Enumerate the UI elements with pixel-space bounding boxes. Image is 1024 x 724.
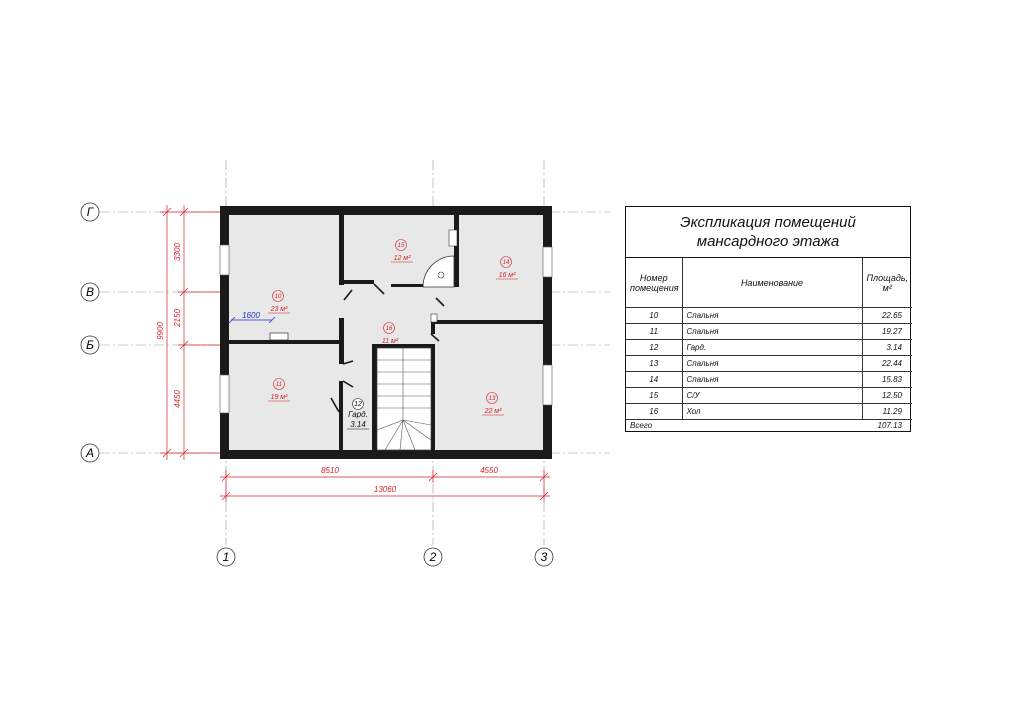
explication-table <box>625 206 911 432</box>
dimension-4550: 4550 <box>480 466 498 475</box>
explication-title-line1: Экспликация помещений <box>680 214 856 231</box>
table-row <box>626 324 912 340</box>
dimension-8510: 8510 <box>321 466 339 475</box>
room-area-15: 12 м² <box>393 255 411 262</box>
room-number-10: 10 <box>274 294 282 300</box>
axis-label-b: Б <box>86 338 94 352</box>
room-area-11: 19 м² <box>270 394 288 401</box>
room-area-12: 3.14 <box>350 420 366 429</box>
cell-room-area: 22.44 <box>862 356 912 372</box>
row-axis-markers <box>81 203 99 462</box>
cell-room-number: 16 <box>626 404 682 420</box>
cell-room-area: 3.14 <box>862 340 912 356</box>
room-area-13: 22 м² <box>484 408 502 415</box>
cell-room-number: 14 <box>626 372 682 388</box>
room-area-14: 16 м² <box>498 272 516 279</box>
room-number-11: 11 <box>275 382 283 388</box>
header-room-area: Площадь, м² <box>862 258 912 308</box>
dimension-13060: 13060 <box>373 485 397 494</box>
room-name-12: Гард. <box>348 410 368 419</box>
cell-room-number: 13 <box>626 356 682 372</box>
room-number-12: 12 <box>354 401 362 408</box>
header-room-name: Наименование <box>682 258 862 308</box>
cell-room-name: Спальня <box>682 308 862 324</box>
cell-room-area: 19.27 <box>862 324 912 340</box>
room-number-16: 16 <box>385 326 393 332</box>
table-row <box>626 308 912 324</box>
total-label: Всего <box>626 420 862 432</box>
cell-room-number: 10 <box>626 308 682 324</box>
dimension-total-vertical: 9900 <box>156 322 165 340</box>
explication-title <box>626 207 910 258</box>
table-row <box>626 404 912 420</box>
axis-label-2: 2 <box>429 550 437 564</box>
explication-grid <box>626 258 912 431</box>
room-number-15: 15 <box>397 243 405 249</box>
cell-room-number: 12 <box>626 340 682 356</box>
explication-total-row <box>626 420 912 432</box>
cell-room-area: 12.50 <box>862 388 912 404</box>
left-dimension-lines <box>160 205 222 460</box>
cell-room-area: 11.29 <box>862 404 912 420</box>
total-value: 107.13 <box>862 420 912 432</box>
axis-label-1: 1 <box>222 550 230 564</box>
room-number-13: 13 <box>488 396 496 402</box>
explication-title-line2: мансардного этажа <box>696 233 840 250</box>
header-room-number: Номер помещения <box>626 258 682 308</box>
table-row <box>626 372 912 388</box>
room-area-10: 23 м² <box>270 306 288 313</box>
bottom-dimension-labels <box>321 466 498 494</box>
cell-room-number: 15 <box>626 388 682 404</box>
furniture-cabinet <box>270 333 288 340</box>
explication-header-row <box>626 258 912 308</box>
axis-label-3: 3 <box>540 550 548 564</box>
cell-room-number: 11 <box>626 324 682 340</box>
dimension-2150: 2150 <box>173 309 182 327</box>
room-area-16: 11 м² <box>381 338 399 345</box>
dimension-4450: 4450 <box>173 390 182 408</box>
cell-room-name: С/У <box>682 388 862 404</box>
cell-room-name: Спальня <box>682 324 862 340</box>
staircase <box>377 348 431 450</box>
table-row <box>626 388 912 404</box>
cell-room-name: Спальня <box>682 356 862 372</box>
cell-room-name: Хол <box>682 404 862 420</box>
table-row <box>626 356 912 372</box>
table-row <box>626 340 912 356</box>
dimension-3300: 3300 <box>173 243 182 261</box>
cell-room-area: 22.65 <box>862 308 912 324</box>
cell-room-name: Гард. <box>682 340 862 356</box>
left-dimension-labels <box>156 243 182 408</box>
cell-room-area: 15.83 <box>862 372 912 388</box>
axis-label-a: А <box>85 446 95 460</box>
column-axis-markers <box>217 548 553 566</box>
axis-label-g: Г <box>86 205 94 219</box>
axis-label-v: В <box>85 285 95 299</box>
cell-room-name: Спальня <box>682 372 862 388</box>
dimension-1600: 1600 <box>242 311 260 320</box>
room-number-14: 14 <box>502 260 510 266</box>
